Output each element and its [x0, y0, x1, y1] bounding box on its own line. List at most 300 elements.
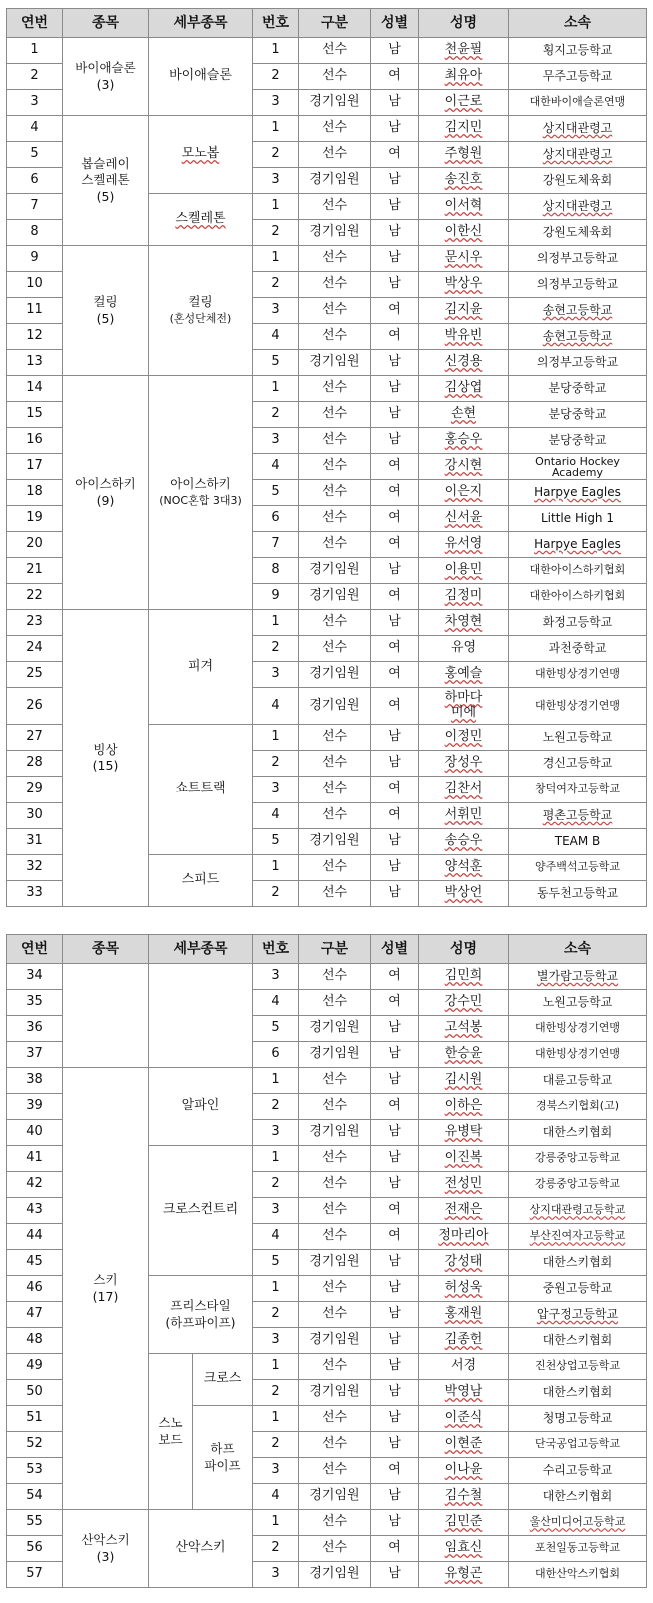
name-cell: 전성민 — [419, 1172, 509, 1198]
category-cell: 선수 — [299, 1146, 371, 1172]
affiliation-cell: 상지대관령고 — [509, 194, 647, 220]
seq-cell: 30 — [7, 803, 63, 829]
gender-cell: 여 — [371, 454, 419, 480]
event-cell-biathlon: 바이애슬론 — [149, 38, 253, 116]
sport-cell-skating-cont — [63, 964, 149, 1068]
seq-cell: 24 — [7, 636, 63, 662]
name-cell: 홍승우 — [419, 428, 509, 454]
number-cell: 2 — [253, 142, 299, 168]
category-cell: 경기임원 — [299, 1562, 371, 1588]
name-cell: 박상언 — [419, 881, 509, 907]
gender-cell: 남 — [371, 751, 419, 777]
number-cell: 3 — [253, 777, 299, 803]
number-cell: 1 — [253, 1406, 299, 1432]
number-cell: 4 — [253, 1484, 299, 1510]
seq-cell: 16 — [7, 428, 63, 454]
seq-cell: 54 — [7, 1484, 63, 1510]
seq-cell: 12 — [7, 324, 63, 350]
category-cell: 경기임원 — [299, 350, 371, 376]
event-cell-freestyle: 프리스타일 (하프파이프) — [149, 1276, 253, 1354]
number-cell: 1 — [253, 38, 299, 64]
affiliation-cell: 대한빙상경기연맹 — [509, 662, 647, 688]
gender-cell: 여 — [371, 506, 419, 532]
seq-cell: 32 — [7, 855, 63, 881]
category-cell: 경기임원 — [299, 558, 371, 584]
gender-cell: 남 — [371, 1042, 419, 1068]
gender-cell: 남 — [371, 1120, 419, 1146]
affiliation-cell: 창덕여자고등학교 — [509, 777, 647, 803]
name-cell: 김정미 — [419, 584, 509, 610]
table-row — [7, 1068, 647, 1094]
category-cell: 선수 — [299, 64, 371, 90]
event-cell-crosscountry: 크로스컨트리 — [149, 1146, 253, 1276]
number-cell: 3 — [253, 168, 299, 194]
name-cell: 장성우 — [419, 751, 509, 777]
col-header-sport: 종목 — [63, 935, 149, 964]
sport-cell-skimo: 산악스키 (3) — [63, 1510, 149, 1588]
number-cell: 1 — [253, 855, 299, 881]
event-cell-snowboard-halfpipe: 하프 파이프 — [193, 1406, 253, 1510]
affiliation-cell: 대한산악스키협회 — [509, 1562, 647, 1588]
seq-cell: 37 — [7, 1042, 63, 1068]
affiliation-cell: 대한아이스하키협회 — [509, 584, 647, 610]
category-cell: 선수 — [299, 1302, 371, 1328]
seq-cell: 27 — [7, 725, 63, 751]
affiliation-cell: 중원고등학교 — [509, 1276, 647, 1302]
seq-cell: 33 — [7, 881, 63, 907]
gender-cell: 남 — [371, 1328, 419, 1354]
category-cell: 선수 — [299, 725, 371, 751]
name-cell: 이진복 — [419, 1146, 509, 1172]
name-cell: 홍예슬 — [419, 662, 509, 688]
number-cell: 1 — [253, 194, 299, 220]
col-header-name: 성명 — [419, 9, 509, 38]
name-cell: 최유아 — [419, 64, 509, 90]
category-cell: 경기임원 — [299, 1328, 371, 1354]
name-cell: 김민준 — [419, 1510, 509, 1536]
seq-cell: 25 — [7, 662, 63, 688]
number-cell: 2 — [253, 1094, 299, 1120]
gender-cell: 남 — [371, 1250, 419, 1276]
seq-cell: 47 — [7, 1302, 63, 1328]
affiliation-cell: 대한빙상경기연맹 — [509, 1016, 647, 1042]
event-cell-alpine: 알파인 — [149, 1068, 253, 1146]
gender-cell: 남 — [371, 1510, 419, 1536]
number-cell: 2 — [253, 1536, 299, 1562]
gender-cell: 남 — [371, 428, 419, 454]
category-cell: 선수 — [299, 1068, 371, 1094]
number-cell: 1 — [253, 1276, 299, 1302]
number-cell: 3 — [253, 298, 299, 324]
category-cell: 선수 — [299, 1094, 371, 1120]
affiliation-cell: 대한아이스하키협회 — [509, 558, 647, 584]
col-header-number: 번호 — [253, 9, 299, 38]
category-cell: 선수 — [299, 324, 371, 350]
gender-cell: 여 — [371, 298, 419, 324]
gender-cell: 남 — [371, 350, 419, 376]
name-cell: 유형곤 — [419, 1562, 509, 1588]
name-cell: 이하은 — [419, 1094, 509, 1120]
affiliation-cell: 진천상업고등학교 — [509, 1354, 647, 1380]
name-cell: 임효신 — [419, 1536, 509, 1562]
gender-cell: 여 — [371, 636, 419, 662]
event-cell-shorttrack: 쇼트트랙 — [149, 725, 253, 855]
gender-cell: 여 — [371, 584, 419, 610]
gender-cell: 남 — [371, 194, 419, 220]
name-cell: 문시우 — [419, 246, 509, 272]
sport-cell-curling: 컬링 (5) — [63, 246, 149, 376]
event-cell-snowboard-cross: 크로스 — [193, 1354, 253, 1406]
seq-cell: 38 — [7, 1068, 63, 1094]
number-cell: 1 — [253, 116, 299, 142]
number-cell: 3 — [253, 662, 299, 688]
name-cell: 이준식 — [419, 1406, 509, 1432]
category-cell: 선수 — [299, 506, 371, 532]
col-header-event: 세부종목 — [149, 9, 253, 38]
affiliation-cell: 대륜고등학교 — [509, 1068, 647, 1094]
name-cell: 신경용 — [419, 350, 509, 376]
col-header-number: 번호 — [253, 935, 299, 964]
affiliation-cell: 과천중학교 — [509, 636, 647, 662]
number-cell: 4 — [253, 688, 299, 725]
event-cell-speed-cont — [149, 964, 253, 1068]
number-cell: 3 — [253, 1328, 299, 1354]
category-cell: 선수 — [299, 480, 371, 506]
number-cell: 2 — [253, 1432, 299, 1458]
seq-cell: 44 — [7, 1224, 63, 1250]
category-cell: 선수 — [299, 298, 371, 324]
affiliation-cell: 노원고등학교 — [509, 725, 647, 751]
category-cell: 선수 — [299, 855, 371, 881]
name-cell: 전재은 — [419, 1198, 509, 1224]
table-row — [7, 1510, 647, 1536]
col-header-event: 세부종목 — [149, 935, 253, 964]
gender-cell: 여 — [371, 532, 419, 558]
seq-cell: 52 — [7, 1432, 63, 1458]
number-cell: 1 — [253, 610, 299, 636]
number-cell: 2 — [253, 881, 299, 907]
seq-cell: 26 — [7, 688, 63, 725]
gender-cell: 여 — [371, 1458, 419, 1484]
category-cell: 선수 — [299, 38, 371, 64]
seq-cell: 46 — [7, 1276, 63, 1302]
seq-cell: 50 — [7, 1380, 63, 1406]
category-cell: 선수 — [299, 116, 371, 142]
number-cell: 2 — [253, 751, 299, 777]
seq-cell: 13 — [7, 350, 63, 376]
affiliation-cell: 의정부고등학교 — [509, 350, 647, 376]
number-cell: 1 — [253, 246, 299, 272]
name-cell: 유병탁 — [419, 1120, 509, 1146]
name-cell: 한승윤 — [419, 1042, 509, 1068]
seq-cell: 45 — [7, 1250, 63, 1276]
seq-cell: 48 — [7, 1328, 63, 1354]
affiliation-cell: 화정고등학교 — [509, 610, 647, 636]
category-cell: 선수 — [299, 194, 371, 220]
name-cell: 서휘민 — [419, 803, 509, 829]
category-cell: 선수 — [299, 1276, 371, 1302]
category-cell: 선수 — [299, 1510, 371, 1536]
affiliation-cell: 수리고등학교 — [509, 1458, 647, 1484]
number-cell: 2 — [253, 636, 299, 662]
number-cell: 2 — [253, 272, 299, 298]
gender-cell: 남 — [371, 1380, 419, 1406]
number-cell: 5 — [253, 350, 299, 376]
category-cell: 선수 — [299, 1198, 371, 1224]
gender-cell: 여 — [371, 1094, 419, 1120]
name-cell: 강수민 — [419, 990, 509, 1016]
gender-cell: 남 — [371, 116, 419, 142]
seq-cell: 9 — [7, 246, 63, 272]
category-cell: 선수 — [299, 990, 371, 1016]
name-cell: 서경 — [419, 1354, 509, 1380]
number-cell: 2 — [253, 1380, 299, 1406]
number-cell: 3 — [253, 1120, 299, 1146]
category-cell: 선수 — [299, 272, 371, 298]
category-cell: 경기임원 — [299, 1380, 371, 1406]
category-cell: 선수 — [299, 751, 371, 777]
seq-cell: 10 — [7, 272, 63, 298]
category-cell: 경기임원 — [299, 662, 371, 688]
name-cell: 이정민 — [419, 725, 509, 751]
gender-cell: 남 — [371, 1562, 419, 1588]
affiliation-cell: 상지대관령고 — [509, 142, 647, 168]
category-cell: 경기임원 — [299, 1042, 371, 1068]
affiliation-cell: 대한빙상경기연맹 — [509, 688, 647, 725]
seq-cell: 31 — [7, 829, 63, 855]
seq-cell: 53 — [7, 1458, 63, 1484]
gender-cell: 남 — [371, 1302, 419, 1328]
gender-cell: 여 — [371, 688, 419, 725]
seq-cell: 55 — [7, 1510, 63, 1536]
name-cell: 강성태 — [419, 1250, 509, 1276]
number-cell: 2 — [253, 1172, 299, 1198]
number-cell: 3 — [253, 1458, 299, 1484]
category-cell: 선수 — [299, 1432, 371, 1458]
gender-cell: 여 — [371, 803, 419, 829]
seq-cell: 19 — [7, 506, 63, 532]
affiliation-cell: 송현고등학교 — [509, 298, 647, 324]
number-cell: 2 — [253, 1302, 299, 1328]
gender-cell: 남 — [371, 1016, 419, 1042]
category-cell: 선수 — [299, 1406, 371, 1432]
category-cell: 선수 — [299, 1458, 371, 1484]
gender-cell: 남 — [371, 855, 419, 881]
table-row — [7, 116, 647, 142]
number-cell: 1 — [253, 1354, 299, 1380]
gender-cell: 남 — [371, 402, 419, 428]
affiliation-cell: 강릉중앙고등학교 — [509, 1172, 647, 1198]
gender-cell: 남 — [371, 246, 419, 272]
seq-cell: 4 — [7, 116, 63, 142]
gender-cell: 남 — [371, 1432, 419, 1458]
gender-cell: 여 — [371, 1198, 419, 1224]
sport-cell-bobsleigh: 봅슬레이 스켈레톤 (5) — [63, 116, 149, 246]
seq-cell: 49 — [7, 1354, 63, 1380]
table-row — [7, 610, 647, 636]
name-cell: 김종헌 — [419, 1328, 509, 1354]
seq-cell: 43 — [7, 1198, 63, 1224]
gender-cell: 남 — [371, 829, 419, 855]
affiliation-cell: 대한스키협회 — [509, 1484, 647, 1510]
number-cell: 5 — [253, 1250, 299, 1276]
event-cell-skeleton: 스켈레톤 — [149, 194, 253, 246]
seq-cell: 3 — [7, 90, 63, 116]
gender-cell: 남 — [371, 1354, 419, 1380]
category-cell: 선수 — [299, 610, 371, 636]
affiliation-cell: 대한스키협회 — [509, 1250, 647, 1276]
col-header-seq: 연번 — [7, 935, 63, 964]
affiliation-cell: 단국공업고등학교 — [509, 1432, 647, 1458]
number-cell: 1 — [253, 1068, 299, 1094]
seq-cell: 42 — [7, 1172, 63, 1198]
affiliation-cell: 횡지고등학교 — [509, 38, 647, 64]
col-header-gender: 성별 — [371, 935, 419, 964]
gender-cell: 여 — [371, 1536, 419, 1562]
name-cell: 하마다 미에 — [419, 688, 509, 725]
seq-cell: 51 — [7, 1406, 63, 1432]
number-cell: 4 — [253, 454, 299, 480]
name-cell: 김수철 — [419, 1484, 509, 1510]
affiliation-cell: 경북스키협회(고) — [509, 1094, 647, 1120]
affiliation-cell: 대한스키협회 — [509, 1380, 647, 1406]
affiliation-cell: 분당중학교 — [509, 376, 647, 402]
table-row — [7, 246, 647, 272]
seq-cell: 35 — [7, 990, 63, 1016]
gender-cell: 여 — [371, 777, 419, 803]
event-cell-snowboard: 스노 보드 — [149, 1354, 193, 1510]
roster-table-part1 — [6, 8, 647, 907]
number-cell: 2 — [253, 402, 299, 428]
gender-cell: 남 — [371, 38, 419, 64]
gender-cell: 남 — [371, 725, 419, 751]
name-cell: 유서영 — [419, 532, 509, 558]
name-cell: 박영남 — [419, 1380, 509, 1406]
gender-cell: 남 — [371, 1172, 419, 1198]
number-cell: 3 — [253, 1562, 299, 1588]
gender-cell: 여 — [371, 964, 419, 990]
name-cell: 이은지 — [419, 480, 509, 506]
name-cell: 송승우 — [419, 829, 509, 855]
category-cell: 경기임원 — [299, 829, 371, 855]
number-cell: 4 — [253, 1224, 299, 1250]
seq-cell: 15 — [7, 402, 63, 428]
name-cell: 김찬서 — [419, 777, 509, 803]
category-cell: 선수 — [299, 1224, 371, 1250]
category-cell: 선수 — [299, 803, 371, 829]
name-cell: 양석훈 — [419, 855, 509, 881]
number-cell: 4 — [253, 990, 299, 1016]
table-row — [7, 376, 647, 402]
name-cell: 이근로 — [419, 90, 509, 116]
col-header-category: 구분 — [299, 935, 371, 964]
col-header-seq: 연번 — [7, 9, 63, 38]
affiliation-cell: Little High 1 — [509, 506, 647, 532]
seq-cell: 40 — [7, 1120, 63, 1146]
number-cell: 1 — [253, 1510, 299, 1536]
name-cell: 고석봉 — [419, 1016, 509, 1042]
table-row — [7, 964, 647, 990]
affiliation-cell: 의정부고등학교 — [509, 246, 647, 272]
category-cell: 선수 — [299, 1536, 371, 1562]
gender-cell: 여 — [371, 1224, 419, 1250]
name-cell: 김지윤 — [419, 298, 509, 324]
number-cell: 2 — [253, 64, 299, 90]
category-cell: 선수 — [299, 881, 371, 907]
name-cell: 신서윤 — [419, 506, 509, 532]
col-header-sport: 종목 — [63, 9, 149, 38]
seq-cell: 39 — [7, 1094, 63, 1120]
category-cell: 선수 — [299, 636, 371, 662]
affiliation-cell: 상지대관령고등학교 — [509, 1198, 647, 1224]
name-cell: 차영현 — [419, 610, 509, 636]
name-cell: 이용민 — [419, 558, 509, 584]
number-cell: 5 — [253, 829, 299, 855]
category-cell: 경기임원 — [299, 220, 371, 246]
category-cell: 선수 — [299, 1354, 371, 1380]
name-cell: 김상엽 — [419, 376, 509, 402]
gender-cell: 남 — [371, 272, 419, 298]
affiliation-cell: 양주백석고등학교 — [509, 855, 647, 881]
affiliation-cell: 분당중학교 — [509, 402, 647, 428]
affiliation-cell: 대한스키협회 — [509, 1120, 647, 1146]
category-cell: 선수 — [299, 402, 371, 428]
seq-cell: 17 — [7, 454, 63, 480]
seq-cell: 8 — [7, 220, 63, 246]
seq-cell: 21 — [7, 558, 63, 584]
number-cell: 3 — [253, 1198, 299, 1224]
name-cell: 천윤필 — [419, 38, 509, 64]
sport-cell-ski: 스키 (17) — [63, 1068, 149, 1510]
seq-cell: 14 — [7, 376, 63, 402]
gender-cell: 남 — [371, 610, 419, 636]
gender-cell: 남 — [371, 1484, 419, 1510]
sport-cell-skating: 빙상 (15) — [63, 610, 149, 907]
category-cell: 경기임원 — [299, 1016, 371, 1042]
col-header-gender: 성별 — [371, 9, 419, 38]
name-cell: 이나윤 — [419, 1458, 509, 1484]
number-cell: 4 — [253, 324, 299, 350]
affiliation-cell: 동두천고등학교 — [509, 881, 647, 907]
header-row — [7, 935, 647, 964]
affiliation-cell: 무주고등학교 — [509, 64, 647, 90]
category-cell: 선수 — [299, 142, 371, 168]
affiliation-cell: 강원도체육회 — [509, 220, 647, 246]
affiliation-cell: 울산미디어고등학교 — [509, 1510, 647, 1536]
gender-cell: 남 — [371, 1276, 419, 1302]
affiliation-cell: 강원도체육회 — [509, 168, 647, 194]
seq-cell: 1 — [7, 38, 63, 64]
number-cell: 3 — [253, 428, 299, 454]
seq-cell: 28 — [7, 751, 63, 777]
category-cell: 선수 — [299, 777, 371, 803]
gender-cell: 남 — [371, 90, 419, 116]
gender-cell: 남 — [371, 558, 419, 584]
category-cell: 경기임원 — [299, 1120, 371, 1146]
affiliation-cell: Harpye Eagles — [509, 532, 647, 558]
gender-cell: 여 — [371, 990, 419, 1016]
affiliation-cell: 청명고등학교 — [509, 1406, 647, 1432]
col-header-affiliation: 소속 — [509, 935, 647, 964]
affiliation-cell: 압구정고등학교 — [509, 1302, 647, 1328]
affiliation-cell: 별가람고등학교 — [509, 964, 647, 990]
roster-table-part2 — [6, 934, 647, 1588]
name-cell: 이서혁 — [419, 194, 509, 220]
header-row — [7, 9, 647, 38]
name-cell: 김시원 — [419, 1068, 509, 1094]
event-cell-icehockey: 아이스하키 (NOC혼합 3대3) — [149, 376, 253, 610]
gender-cell: 남 — [371, 376, 419, 402]
